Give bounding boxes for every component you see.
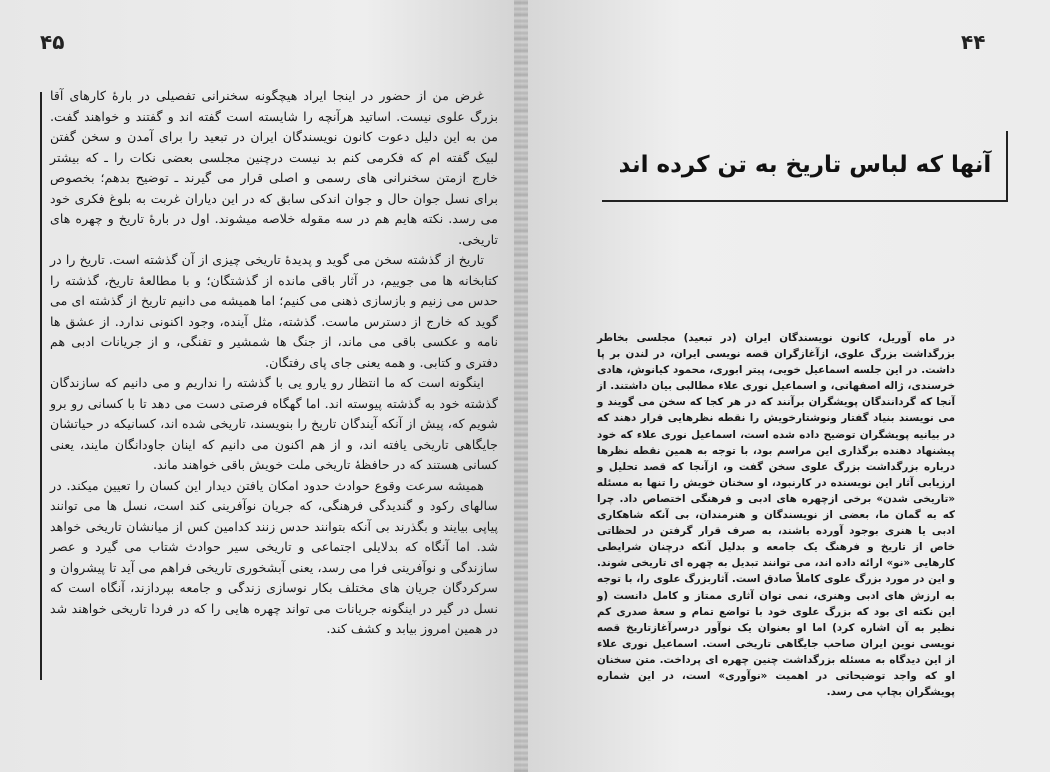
paragraph: اینگونه است که ما انتظار رو یارو یی با گذشته را نداریم و می دانیم که سازندگان گذشته خود به گذشته پیوسته اند. اما گهگاه فرصتی دست می دهد تا با کسانی رو برو شویم که، پیش از آنکه آیندگان تاریخ را بنویسند، تاریخی شده اند، کسانیکه در حیاتشان جایگاهی تاریخی یافته اند، و از هم اکنون می دانیم که اینان جاودانگان مایند، یعنی کسانی هستند که در حافظهٔ تاریخی ملت خویش باقی خواهند ماند. (50, 375, 498, 472)
page-number: ۴۴ (961, 30, 986, 54)
paragraph: همیشه سرعت وقوع حوادث حدود امکان یافتن دیدار این کسان را تعیین میکند. در سالهای رکود و گندیدگی فرهنگی، که جریان نوآفرینی کند است، نسل ها می توانند پیاپی بیایند و بگذرند بی آنکه بتوانند حدس زنند کدامین کس از میانشان تاریخی خواهد شد. اما آنگاه که بدلایلی اجتماعی و تاریخی سیر حوادث شتاب می گیرد و عصر سازندگی و نوآفرینی فرا می رسد، یعنی آبشخوری تاریخی فراهم می آید تا پیشروان و سرکردگان جریان های مختلف بکار نوسازی زندگی و جامعه بپردازند، آنگاه است که نسل در گیر در اینگونه جریانات می تواند چهره هایی را که در فردا تاریخی خواهند شد در همین امروز بیابد و کشف کند. (50, 477, 498, 636)
article-body (50, 86, 498, 686)
paragraph: در ماه آوریل، کانون نویسندگان ایران (در تبعید) مجلسی بخاطر بزرگداشت بزرگ علوی، ازآغازگران قصه نویسی ایران، در لندن بر پا داشت. در این جلسه اسماعیل خویی، پیتر ابوری، محمود کیانوش، هادی خرسندی، ژاله اصفهانی، و اسماعیل نوری علاء مطالبی بیان داشتند. از آنجا که گردانندگان پویشگران برآنند که در هر کجا که سخن می گویند و می نویسند بنیاد گفتار ونوشتارخویش را نقطه نظرهایی قرار دهند که در بیانیه پویشگران توضیح داده شده است، اسماعیل نوری علاء که خود پیشنهاد دهنده برگذاری این مراسم بود، با توجه به همین نقطه نظرها درباره بزرگداشت بزرگ علوی سخن گفت و، ازآنجا که قصد تحلیل و ارزیابی آثار این نویسنده در کارنبود، او سخنان خویش را تنها به مسئله «تاریخی شدن» برخی ازچهره های ادبی و فرهنگی اختصاص داد. چرا که به گمان ما، بعضی از نویسندگان و هنرمندان، بی آنکه شاهکاری ادبی یا هنری بوجود آورده باشند، به صرف قرار گرفتن در لحظاتی خاص از تاریخ و فرهنگ یک جامعه و بدلیل آنکه درچنان شرایطی کارهایی «نو» ارائه داده اند، می توانند تبدیل به چهره ای تاریخی شوند. و این در مورد بزرگ علوی کاملاً صادق است. آثاربزرگ علوی را، با توجه به ارزش های ادبی وهنری، نمی توان آثاری ممتاز و کامل دانست (و این نکته ای بود که بزرگ علوی خود با تواضع تمام و سعهٔ صدری کم نظیر به آن اشاره کرد) اما او بعنوان یک نوآور درسرآغازتاریخ قصه نویسی نوین ایران صاحب جایگاهی تاریخی است. اسماعیل نوری علاء از این دیدگاه به مسئله بزرگداشت چنین چهره ای پرداخت. متن سخنان او که واجد توضیحاتی در اهمیت «نوآوری» است، در این شماره پویشگران بچاپ می رسد. (597, 332, 955, 699)
left-page (0, 0, 521, 772)
article-intro (597, 330, 955, 720)
paragraph: تاریخ از گذشته سخن می گوید و پدیدهٔ تاریخی چیزی از آن گذشته است. تاریخ را در کتابخانه ها می جوییم، در آثار باقی مانده از گذشتگان؛ و با مطالعهٔ تاریخ، گذشته را حدس می زنیم و بازسازی ذهنی می کنیم؛ اما همیشه می دانیم تاریخ از گذشته ای می گوید که خارج از دسترس ماست. گذشته، مثل آینده، وجود اکنونی ندارد. از عشق ها نامه و عکسی باقی می ماند، از جنگ ها شمشیر و تفنگی، و از جریانات ادبی هم دفتری و کتابی. و همه یعنی جای پای رفتگان. (50, 252, 498, 370)
page-number: ۴۵ (40, 30, 65, 54)
title-frame-rule (602, 200, 1008, 202)
article-title: آنها که لباس تاریخ به تن کرده اند (618, 152, 992, 178)
paragraph: غرض من از حضور در اینجا ایراد هیچگونه سخنرانی تفصیلی در بارهٔ کارهای آقا بزرگ علوی نیست. اساتید هرآنچه را شایسته است گفته اند و گفتند و خواهند گفت. من به این دلیل دعوت کانون نویسندگان ایران در تبعید را برای آمدن و سخن گفتن لبیک گفته ام که فکرمی کنم بد نیست درچنین مجلسی بعضی نکات را ـ که بیشتر خارج ازمتن سخنرانی های رسمی و اصلی قرار می گیرند ـ توضیح بدهم؛ بخصوص برای نسل جوان حال و جوان اندکی سابق که در این دیاران غربت به بلوغ فکری خود می رسد. نکته هایم هم در سه مقوله خلاصه میشوند. اول در بارهٔ تاریخ و چهره های تاریخی. (50, 88, 498, 247)
margin-rule (40, 92, 42, 680)
book-gutter (514, 0, 528, 772)
